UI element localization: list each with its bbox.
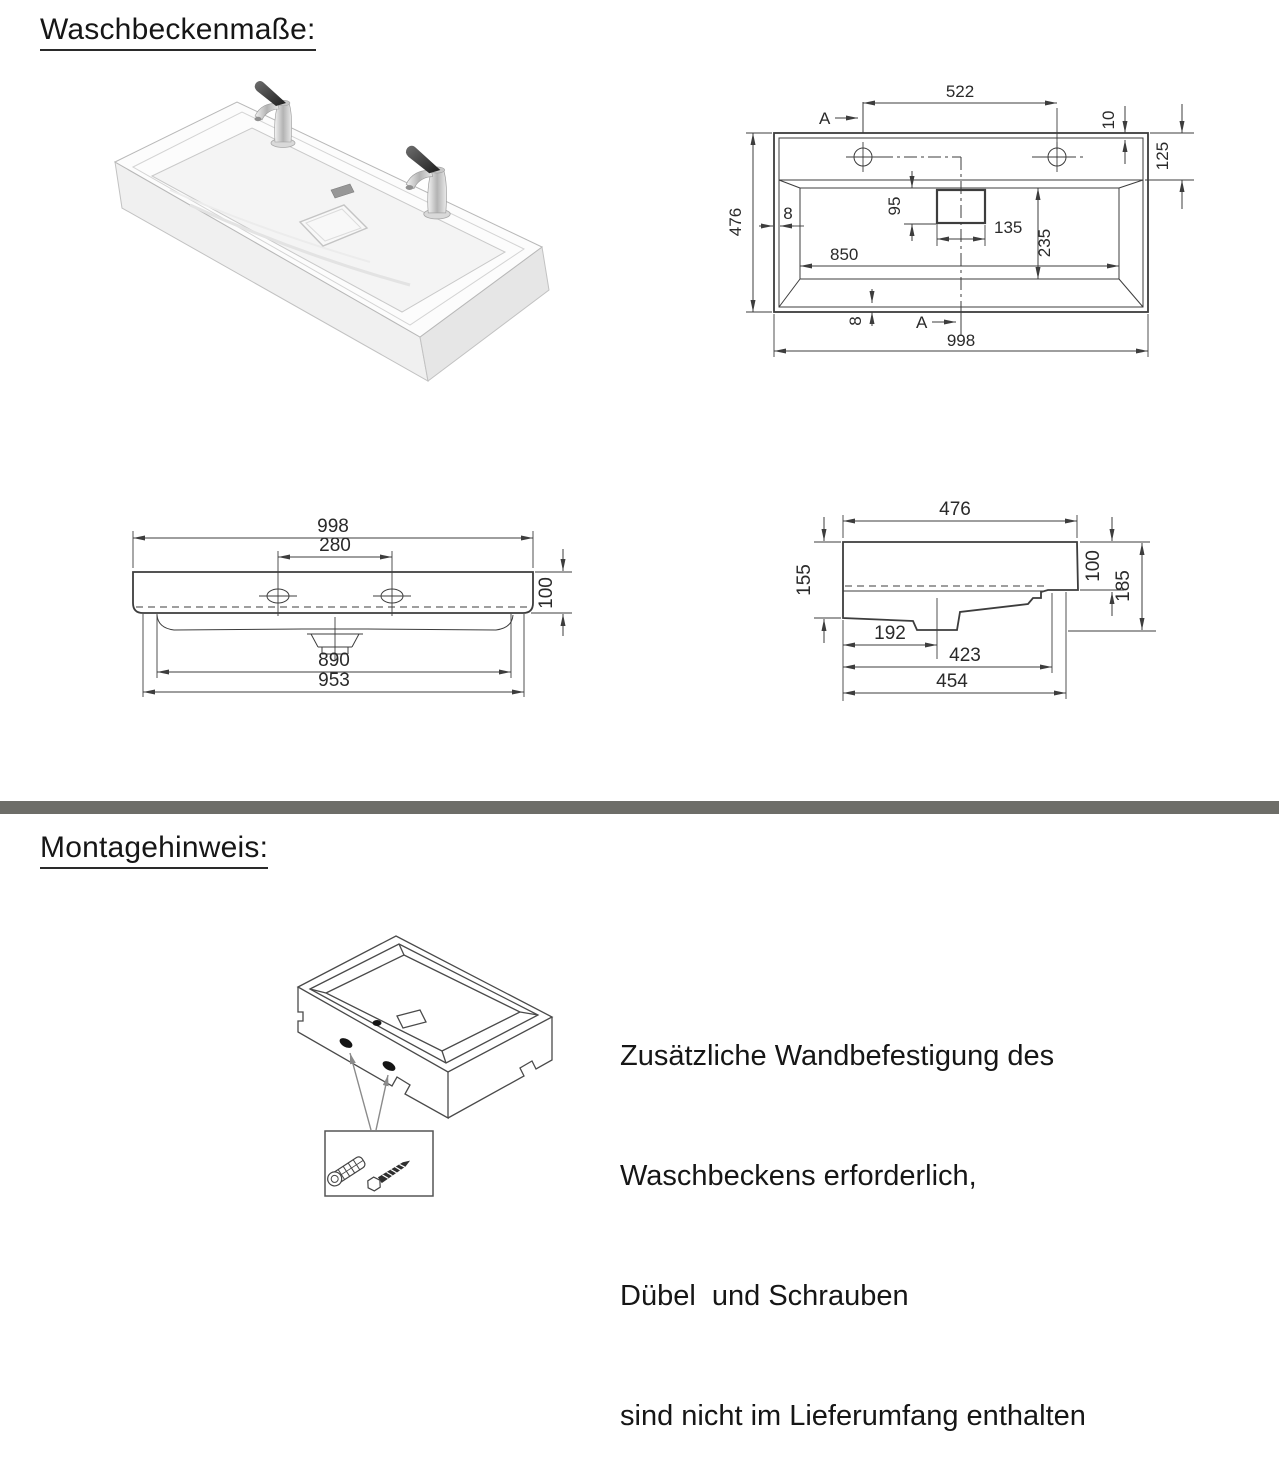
mounting-note-line: sind nicht im Lieferumfang enthalten [620, 1400, 1086, 1432]
faucet-hole-dot [373, 1020, 382, 1026]
side-view-dimensions [794, 499, 1156, 701]
section-a-label-top: A [819, 109, 831, 128]
mounting-holes [338, 1020, 397, 1073]
dim-width-total: 998 [317, 516, 349, 537]
dim-total-height: 185 [1113, 570, 1134, 602]
dim-width-total: 998 [946, 331, 976, 350]
dim-back-depth: 423 [949, 645, 981, 666]
dim-front-height: 155 [794, 564, 815, 596]
front-view-outline [133, 551, 533, 616]
front-view-drawing [110, 495, 600, 710]
section-a-label-bottom: A [916, 313, 928, 332]
dim-underside-width: 890 [318, 650, 350, 671]
dim-back-height: 100 [1083, 550, 1104, 582]
section-markers [819, 109, 956, 332]
dim-rim-top: 10 [1099, 110, 1118, 130]
dim-depth-total: 476 [939, 499, 971, 520]
dim-wall-bottom: 8 [846, 316, 865, 326]
mounting-note-line: Dübel und Schrauben [620, 1280, 909, 1312]
dim-bowl-width: 235 [1035, 228, 1054, 258]
mounting-diagram [280, 920, 580, 1216]
dim-hole-spacing: 522 [945, 82, 975, 101]
dim-base-depth: 454 [936, 671, 968, 692]
dim-depth-total: 476 [726, 207, 745, 237]
center-lines [863, 102, 1083, 336]
mounting-basin-outline [298, 936, 552, 1118]
mounting-section-title: Montagehinweis: [40, 831, 268, 869]
mounting-note-line: Waschbeckens erforderlich, [620, 1160, 977, 1192]
product-photo [80, 60, 630, 390]
dim-rim-front: 125 [1153, 141, 1172, 171]
dim-wall-left: 8 [783, 204, 793, 223]
dim-drain-width: 135 [994, 218, 1023, 237]
dim-drain-offset: 192 [874, 623, 906, 644]
washbasin-body [115, 102, 549, 381]
top-view-dimensions [726, 82, 1194, 357]
side-view-drawing [780, 485, 1175, 710]
section-divider [0, 801, 1279, 814]
dimensions-section-title: Waschbeckenmaße: [40, 13, 316, 51]
dim-bowl-length: 850 [830, 245, 859, 264]
dim-base-width: 953 [318, 670, 350, 691]
dim-drain-to-front: 95 [885, 196, 904, 216]
top-view-drawing [700, 78, 1210, 370]
dim-body-height: 100 [536, 577, 557, 609]
mounting-note [620, 956, 1180, 1476]
dim-hole-spacing: 280 [319, 535, 351, 556]
mounting-note-line: Zusätzliche Wandbefestigung des [620, 1040, 1055, 1072]
